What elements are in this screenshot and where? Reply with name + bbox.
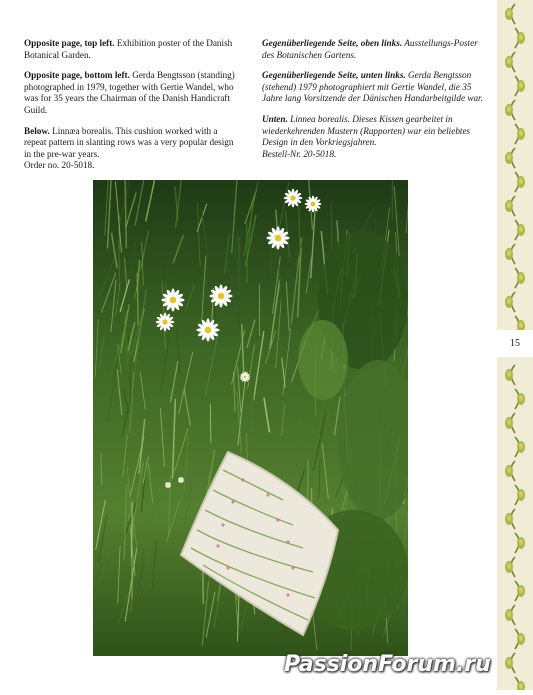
caption-paragraph xyxy=(262,70,487,105)
caption-text: Exhibition poster of the Danish Botanical Garden. xyxy=(24,38,232,60)
caption-text: Ausstellungs-Poster des Botanischen Gartens. xyxy=(262,38,478,60)
grass-blade xyxy=(101,453,102,486)
stitch-motif xyxy=(515,172,525,192)
stitch-motif xyxy=(505,100,515,120)
stitch-motif xyxy=(505,365,515,385)
caption-lead: Gegenüberliegende Seite, oben links. xyxy=(262,38,402,48)
stitch-motif xyxy=(505,52,515,72)
caption-column-english xyxy=(24,38,239,181)
grass-blade xyxy=(210,403,211,442)
caption-lead: Opposite page, top left. xyxy=(24,38,115,48)
caption-paragraph xyxy=(262,114,487,160)
stitch-motif xyxy=(515,28,525,48)
stitch-motif xyxy=(515,268,525,288)
order-number: Bestell-Nr. 20-5018. xyxy=(262,149,336,159)
caption-lead: Opposite page, bottom left. xyxy=(24,70,130,80)
caption-paragraph xyxy=(24,126,239,172)
caption-text: Linnea borealis. Dieses Kissen gearbeitet in wiederkehrenden Mustern (Rapporten) war ein beliebtes Design in den Vorkriegsjahren. xyxy=(262,114,470,147)
caption-lead: Gegenüberliegende Seite, unten links. xyxy=(262,70,406,80)
order-number: Order no. 20-5018. xyxy=(24,160,94,170)
caption-text: Gerda Bengtsson (standing) photographed in 1979, together with Gertie Wandel, who was for 35 years the Chairman of the Danish Handicraft Guild. xyxy=(24,70,235,115)
stitch-motif xyxy=(505,413,515,433)
stitch-motif xyxy=(505,148,515,168)
stitch-motif xyxy=(505,292,515,312)
stitch-motif xyxy=(515,629,525,649)
stitch-motif xyxy=(515,485,525,505)
stitch-motif xyxy=(505,653,515,673)
cross-stitch-border-top xyxy=(497,0,533,330)
stitch-motif xyxy=(515,677,525,690)
border-motif xyxy=(497,0,533,330)
border-motif xyxy=(497,357,533,690)
caption-lead: Unten. xyxy=(262,114,288,124)
stitch-motif xyxy=(515,124,525,144)
stitch-motif xyxy=(505,196,515,216)
caption-text: Linnæa borealis. This cushion worked with a repeat pattern in slanting rows was a very popular design in the pre-war years. xyxy=(24,126,233,159)
stitch-motif xyxy=(505,244,515,264)
caption-paragraph xyxy=(24,70,239,116)
stitch-motif xyxy=(515,437,525,457)
stitch-motif xyxy=(505,509,515,529)
stitch-motif xyxy=(505,557,515,577)
caption-lead: Below. xyxy=(24,126,50,136)
watermark: PassionForum.ru xyxy=(284,652,491,677)
stitch-motif xyxy=(515,389,525,409)
caption-paragraph xyxy=(24,38,239,61)
photo-illustration xyxy=(93,180,408,656)
stitch-motif xyxy=(515,581,525,601)
grass-blade xyxy=(247,223,248,283)
caption-column-german xyxy=(262,38,487,169)
stitch-motif xyxy=(505,461,515,481)
caption-paragraph xyxy=(262,38,487,61)
stitch-motif xyxy=(515,76,525,96)
stitch-motif xyxy=(505,4,515,24)
caption-text: Gerda Bengtsson (stehend) 1979 photographiert mit Gertie Wandel, die 35 Jahre lang Vorsitzende der Dänischen Handarbeitgilde war. xyxy=(262,70,483,103)
garden-cushion-photo xyxy=(93,180,408,656)
page-number: 15 xyxy=(497,330,533,357)
stitch-motif xyxy=(505,605,515,625)
cross-stitch-border-bottom xyxy=(497,357,533,690)
stitch-motif xyxy=(515,316,525,330)
stitch-motif xyxy=(515,220,525,240)
stitch-motif xyxy=(515,533,525,553)
